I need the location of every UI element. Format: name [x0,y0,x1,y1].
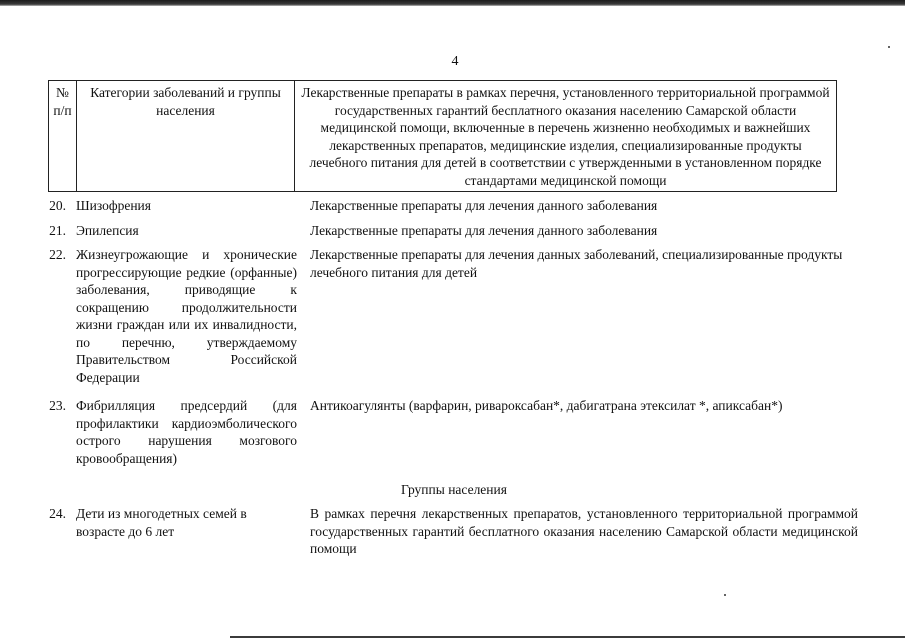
page-number: 4 [451,54,459,69]
row-category: Эпилепсия [76,222,139,238]
table-row [48,397,868,467]
row-number: 20. [49,198,66,213]
scan-speck [888,46,890,48]
row-drugs: Антикоагулянты (варфарин, ривароксабан*, дабигатрана этексилат *, апиксабан*) [310,398,783,413]
row-number: 22. [49,247,66,262]
scan-border-bottom [230,636,905,638]
scan-border-top [0,0,905,6]
header-category: Категории заболеваний и группы населения [77,81,295,192]
row-number: 23. [49,398,66,413]
table-row [48,222,868,240]
row-category: Жизнеугрожающие и хронические прогрессирующие редкие (орфанные) заболевания, приводящие к сокращению продолжительности жизни граждан или их инвалидности, по перечню, утверждаемому Правительством Российской Федерации [76,247,297,385]
scan-speck [724,594,726,596]
row-drugs: Лекарственные препараты для лечения данного заболевания [310,222,658,238]
header-num: № п/п [49,81,77,192]
section-heading: Группы населения [401,482,507,497]
table-body-population [48,505,868,558]
header-drugs: Лекарственные препараты в рамках перечня, установленного территориальной программой государственных гарантий бесплатного оказания населению Самарской области медицинской помощи, включенные в перечень жизненно необходимых и важнейших лекарственных препаратов, медицинские изделия, специализированные продукты лечебного питания для детей в соответствии с утвержденными в установленном порядке стандартами медицинской помощи [295,81,837,192]
table-row [48,197,868,215]
table-header [48,80,837,192]
table-row [48,246,868,386]
row-category: Дети из многодетных семей в возрасте до 6 лет [76,506,247,539]
row-drugs: Лекарственные препараты для лечения данного заболевания [310,198,658,213]
row-number: 21. [49,222,66,238]
row-category: Шизофрения [76,198,151,213]
row-category: Фибрилляция предсердий (для профилактики кардиоэмболического острого нарушения мозгового кровообращения) [76,398,297,466]
table-body [48,190,868,467]
row-drugs: Лекарственные препараты для лечения данных заболеваний, специализированные продукты лечебного питания для детей [310,247,843,280]
table-row [48,505,868,558]
row-drugs: В рамках перечня лекарственных препаратов, установленного территориальной программой государственных гарантий бесплатного оказания населению Самарской области медицинской помощи [310,506,858,556]
row-number: 24. [49,506,66,521]
